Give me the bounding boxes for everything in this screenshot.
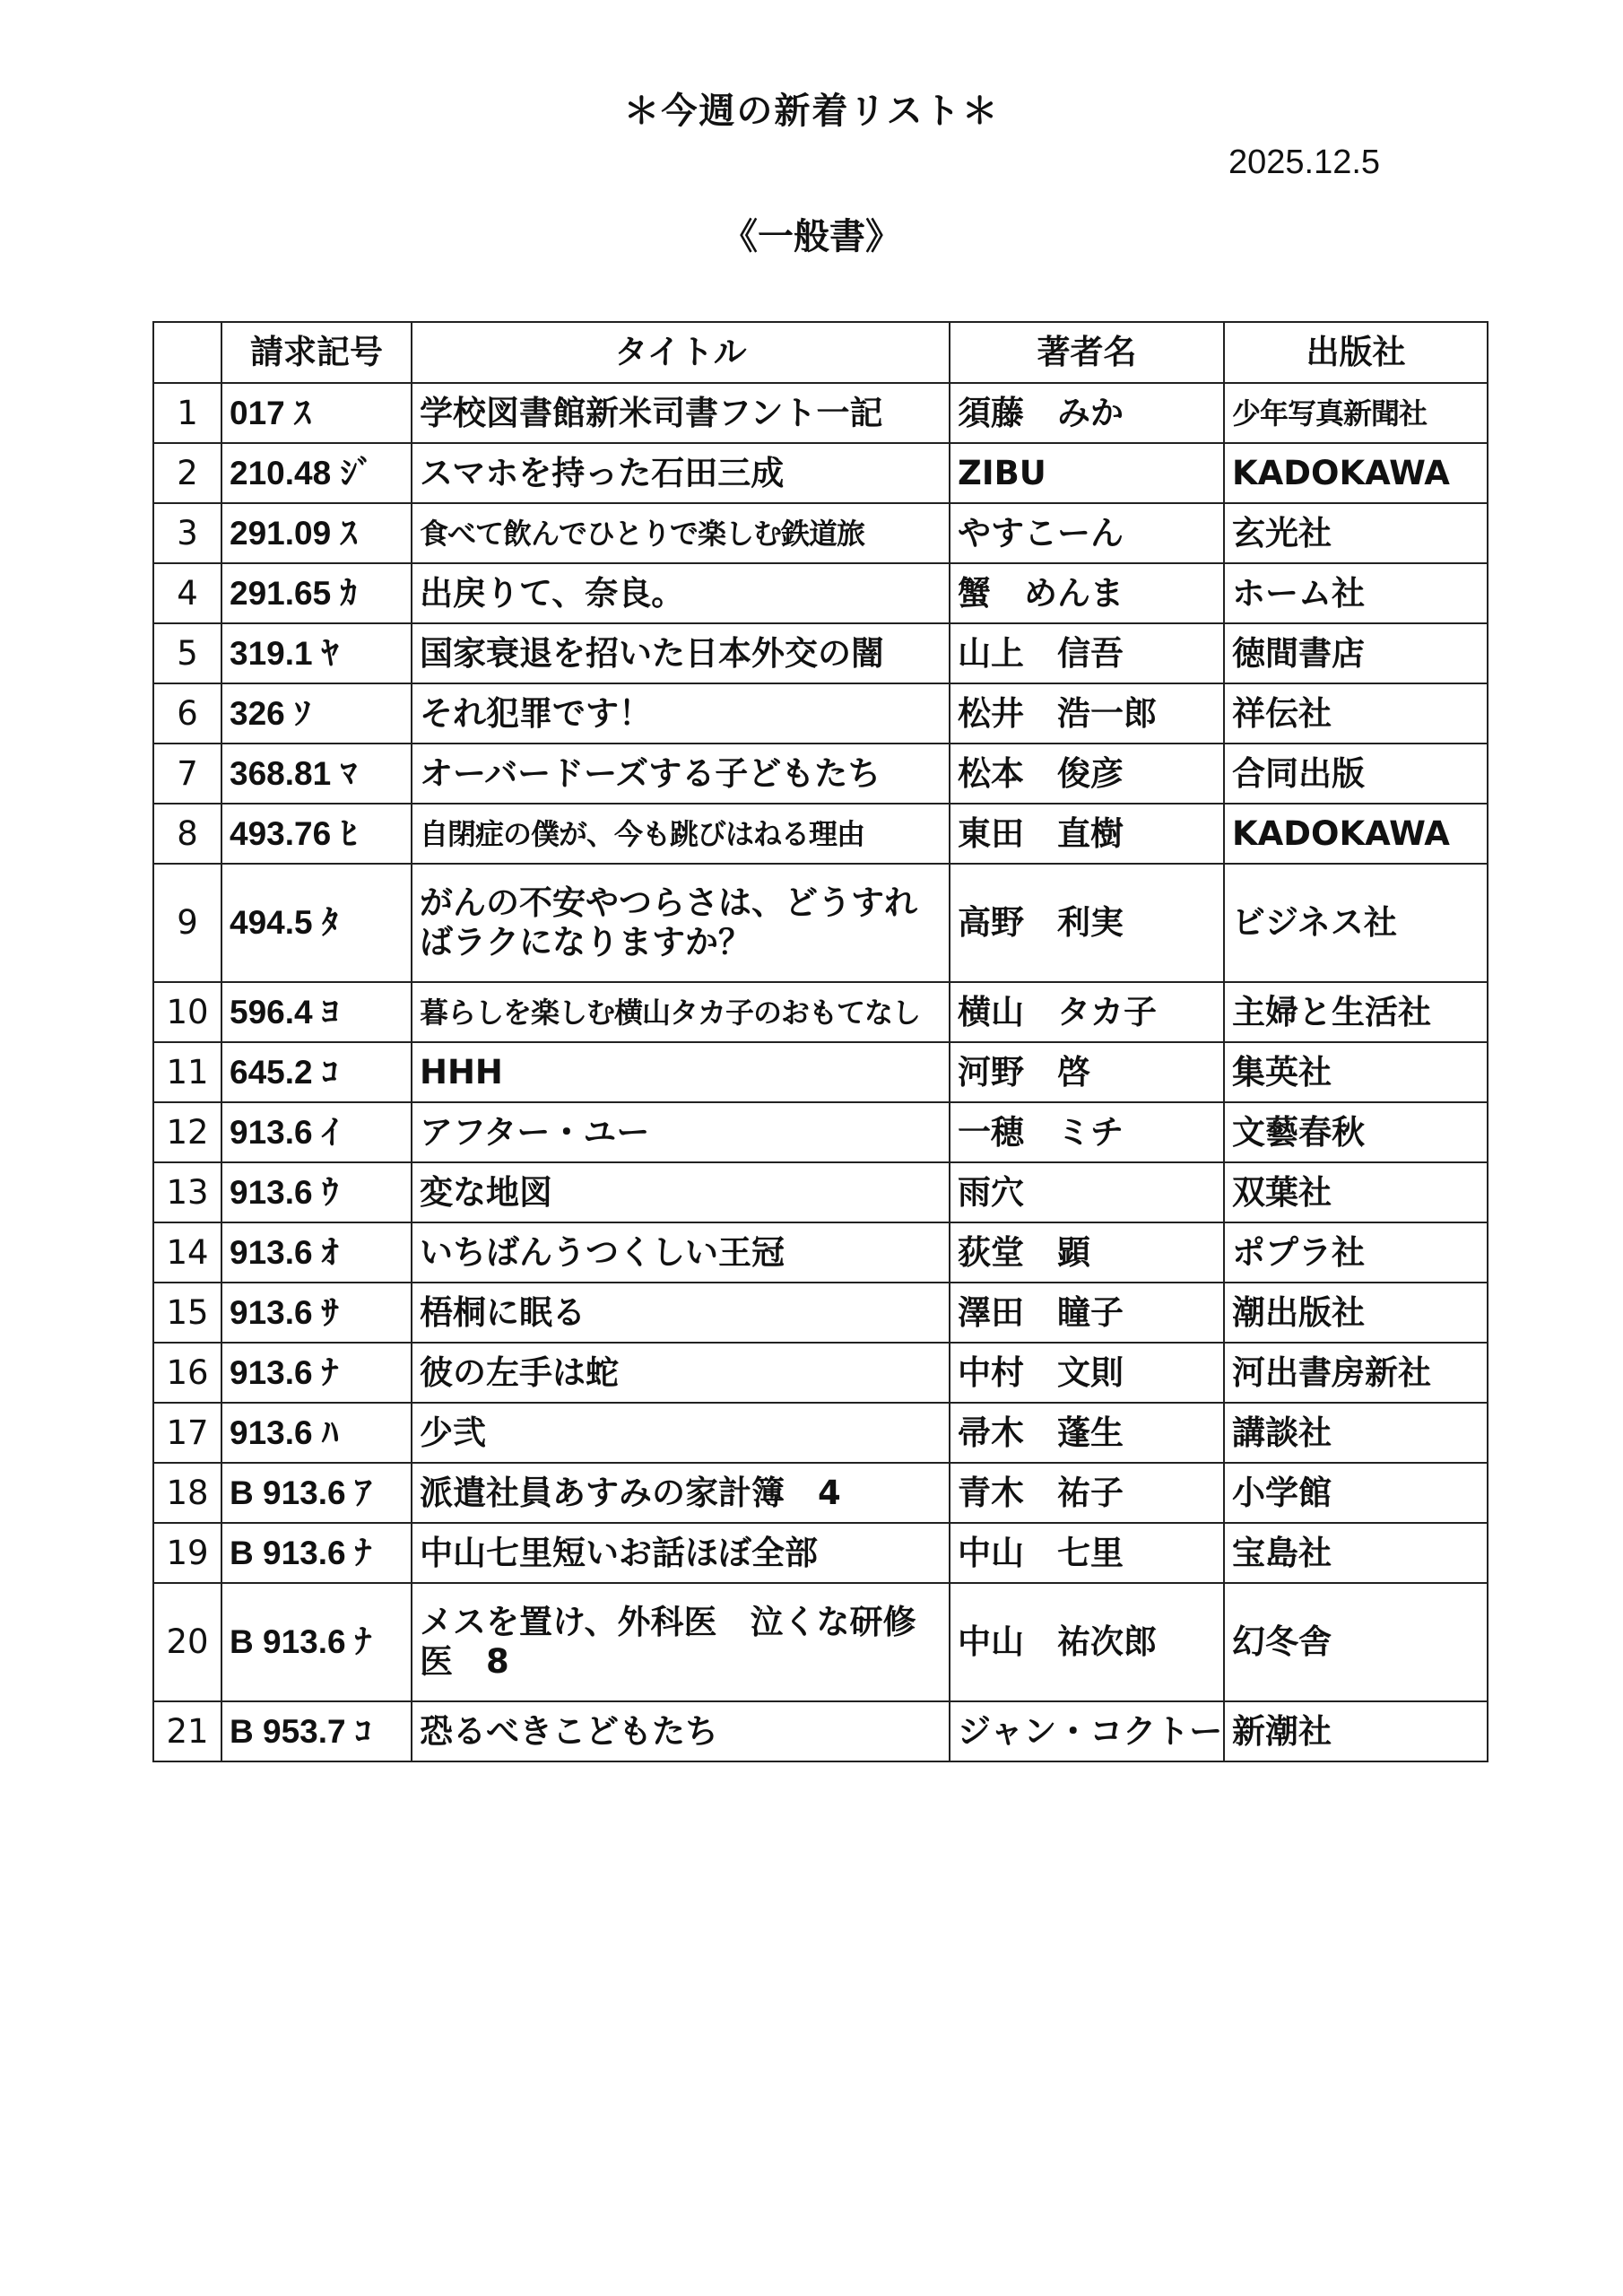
book-author: 横山 タカ子 bbox=[950, 982, 1224, 1042]
table-row bbox=[153, 1701, 1488, 1761]
book-publisher: 少年写真新聞社 bbox=[1224, 383, 1488, 443]
book-publisher: 新潮社 bbox=[1224, 1701, 1488, 1761]
row-number: 17 bbox=[153, 1403, 221, 1463]
call-number: B 913.6 ﾅ bbox=[221, 1583, 412, 1701]
call-number: B 913.6 ｱ bbox=[221, 1463, 412, 1523]
table-row bbox=[153, 1042, 1488, 1102]
row-number: 5 bbox=[153, 623, 221, 683]
book-title: HHH bbox=[412, 1042, 950, 1102]
section-heading: 《一般書》 bbox=[722, 216, 901, 257]
table-row bbox=[153, 1523, 1488, 1583]
table-row bbox=[153, 683, 1488, 744]
call-number: 596.4 ﾖ bbox=[221, 982, 412, 1042]
book-publisher: 双葉社 bbox=[1224, 1162, 1488, 1222]
column-header-call-number: 請求記号 bbox=[221, 322, 412, 383]
book-publisher: 講談社 bbox=[1224, 1403, 1488, 1463]
book-publisher: KADOKAWA bbox=[1224, 443, 1488, 503]
row-number: 20 bbox=[153, 1583, 221, 1701]
book-publisher: ビジネス社 bbox=[1224, 864, 1488, 982]
table-row bbox=[153, 1583, 1488, 1701]
row-number: 2 bbox=[153, 443, 221, 503]
book-title: 梧桐に眠る bbox=[412, 1283, 950, 1343]
book-author: 一穂 ミチ bbox=[950, 1102, 1224, 1162]
book-author: 松本 俊彦 bbox=[950, 744, 1224, 804]
book-author: 東田 直樹 bbox=[950, 804, 1224, 864]
book-title: 暮らしを楽しむ横山タカ子のおもてなし bbox=[412, 982, 950, 1042]
book-title: スマホを持った石田三成 bbox=[412, 443, 950, 503]
book-author: 荻堂 顕 bbox=[950, 1222, 1224, 1283]
call-number: 493.76 ﾋ bbox=[221, 804, 412, 864]
row-number: 11 bbox=[153, 1042, 221, 1102]
row-number: 21 bbox=[153, 1701, 221, 1761]
table-row bbox=[153, 1222, 1488, 1283]
call-number: 291.09 ｽ bbox=[221, 503, 412, 563]
column-header-number bbox=[153, 322, 221, 383]
book-author: 中山 祐次郎 bbox=[950, 1583, 1224, 1701]
book-author: 帚木 蓬生 bbox=[950, 1403, 1224, 1463]
book-title: アフター・ユー bbox=[412, 1102, 950, 1162]
row-number: 4 bbox=[153, 563, 221, 623]
book-publisher: 合同出版 bbox=[1224, 744, 1488, 804]
book-title: 彼の左手は蛇 bbox=[412, 1343, 950, 1403]
table-row bbox=[153, 982, 1488, 1042]
book-publisher: 主婦と生活社 bbox=[1224, 982, 1488, 1042]
book-author: 河野 啓 bbox=[950, 1042, 1224, 1102]
column-header-publisher: 出版社 bbox=[1224, 322, 1488, 383]
row-number: 7 bbox=[153, 744, 221, 804]
row-number: 9 bbox=[153, 864, 221, 982]
new-arrivals-table bbox=[152, 321, 1488, 1762]
table-row bbox=[153, 383, 1488, 443]
call-number: 326 ｿ bbox=[221, 683, 412, 744]
column-header-author: 著者名 bbox=[950, 322, 1224, 383]
book-title: 国家衰退を招いた日本外交の闇 bbox=[412, 623, 950, 683]
table-row bbox=[153, 1343, 1488, 1403]
table-row bbox=[153, 503, 1488, 563]
book-publisher: 幻冬舎 bbox=[1224, 1583, 1488, 1701]
book-author: ZIBU bbox=[950, 443, 1224, 503]
book-author: ジャン・コクトー bbox=[950, 1701, 1224, 1761]
book-author: 松井 浩一郎 bbox=[950, 683, 1224, 744]
book-title: 学校図書館新米司書フント一記 bbox=[412, 383, 950, 443]
book-title: 出戻りて、奈良。 bbox=[412, 563, 950, 623]
book-title: 変な地図 bbox=[412, 1162, 950, 1222]
book-author: 須藤 みか bbox=[950, 383, 1224, 443]
book-author: 澤田 瞳子 bbox=[950, 1283, 1224, 1343]
table-row bbox=[153, 623, 1488, 683]
book-author: 青木 祐子 bbox=[950, 1463, 1224, 1523]
document-date: 2025.12.5 bbox=[1228, 144, 1381, 181]
call-number: 913.6 ｻ bbox=[221, 1283, 412, 1343]
document-title: ＊今週の新着リスト＊ bbox=[623, 91, 1000, 132]
book-title: オーバードーズする子どもたち bbox=[412, 744, 950, 804]
row-number: 12 bbox=[153, 1102, 221, 1162]
book-publisher: 潮出版社 bbox=[1224, 1283, 1488, 1343]
call-number: 291.65 ｶ bbox=[221, 563, 412, 623]
call-number: 017 ｽ bbox=[221, 383, 412, 443]
book-publisher: 小学館 bbox=[1224, 1463, 1488, 1523]
table-row bbox=[153, 443, 1488, 503]
book-title: 食べて飲んでひとりで楽しむ鉄道旅 bbox=[412, 503, 950, 563]
row-number: 13 bbox=[153, 1162, 221, 1222]
row-number: 18 bbox=[153, 1463, 221, 1523]
book-publisher: 祥伝社 bbox=[1224, 683, 1488, 744]
call-number: 913.6 ｳ bbox=[221, 1162, 412, 1222]
book-publisher: 集英社 bbox=[1224, 1042, 1488, 1102]
book-publisher: 宝島社 bbox=[1224, 1523, 1488, 1583]
row-number: 8 bbox=[153, 804, 221, 864]
table-header-row bbox=[153, 322, 1488, 383]
call-number: 494.5 ﾀ bbox=[221, 864, 412, 982]
book-publisher: KADOKAWA bbox=[1224, 804, 1488, 864]
table-row bbox=[153, 563, 1488, 623]
book-publisher: ポプラ社 bbox=[1224, 1222, 1488, 1283]
book-title: メスを置け、外科医 泣くな研修医 8 bbox=[412, 1583, 950, 1701]
book-author: 中山 七里 bbox=[950, 1523, 1224, 1583]
row-number: 16 bbox=[153, 1343, 221, 1403]
call-number: B 953.7 ｺ bbox=[221, 1701, 412, 1761]
table-row bbox=[153, 1283, 1488, 1343]
book-publisher: ホーム社 bbox=[1224, 563, 1488, 623]
table-row bbox=[153, 1162, 1488, 1222]
book-title: 少弐 bbox=[412, 1403, 950, 1463]
table-row bbox=[153, 1403, 1488, 1463]
table-row bbox=[153, 1463, 1488, 1523]
table-row bbox=[153, 804, 1488, 864]
call-number: 210.48 ｼﾞ bbox=[221, 443, 412, 503]
book-author: 中村 文則 bbox=[950, 1343, 1224, 1403]
book-author: やすこーん bbox=[950, 503, 1224, 563]
call-number: 913.6 ﾅ bbox=[221, 1343, 412, 1403]
book-author: 山上 信吾 bbox=[950, 623, 1224, 683]
book-publisher: 徳間書店 bbox=[1224, 623, 1488, 683]
row-number: 1 bbox=[153, 383, 221, 443]
table-row bbox=[153, 864, 1488, 982]
book-title: 恐るべきこどもたち bbox=[412, 1701, 950, 1761]
column-header-title: タイトル bbox=[412, 322, 950, 383]
table-row bbox=[153, 1102, 1488, 1162]
book-title: 派遣社員あすみの家計簿 4 bbox=[412, 1463, 950, 1523]
call-number: 913.6 ｲ bbox=[221, 1102, 412, 1162]
book-publisher: 玄光社 bbox=[1224, 503, 1488, 563]
row-number: 14 bbox=[153, 1222, 221, 1283]
book-publisher: 河出書房新社 bbox=[1224, 1343, 1488, 1403]
call-number: 913.6 ｵ bbox=[221, 1222, 412, 1283]
table-row bbox=[153, 744, 1488, 804]
book-title: それ犯罪です！ bbox=[412, 683, 950, 744]
book-author: 高野 利実 bbox=[950, 864, 1224, 982]
call-number: 319.1 ﾔ bbox=[221, 623, 412, 683]
book-author: 蟹 めんま bbox=[950, 563, 1224, 623]
book-author: 雨穴 bbox=[950, 1162, 1224, 1222]
book-publisher: 文藝春秋 bbox=[1224, 1102, 1488, 1162]
row-number: 15 bbox=[153, 1283, 221, 1343]
book-title: 自閉症の僕が、今も跳びはねる理由 bbox=[412, 804, 950, 864]
call-number: 913.6 ﾊ bbox=[221, 1403, 412, 1463]
row-number: 19 bbox=[153, 1523, 221, 1583]
row-number: 10 bbox=[153, 982, 221, 1042]
row-number: 3 bbox=[153, 503, 221, 563]
call-number: 645.2 ｺ bbox=[221, 1042, 412, 1102]
row-number: 6 bbox=[153, 683, 221, 744]
book-title: いちばんうつくしい王冠 bbox=[412, 1222, 950, 1283]
call-number: 368.81 ﾏ bbox=[221, 744, 412, 804]
call-number: B 913.6 ﾅ bbox=[221, 1523, 412, 1583]
book-title: 中山七里短いお話ほぼ全部 bbox=[412, 1523, 950, 1583]
book-title: がんの不安やつらさは、どうすればラクになりますか？ bbox=[412, 864, 950, 982]
